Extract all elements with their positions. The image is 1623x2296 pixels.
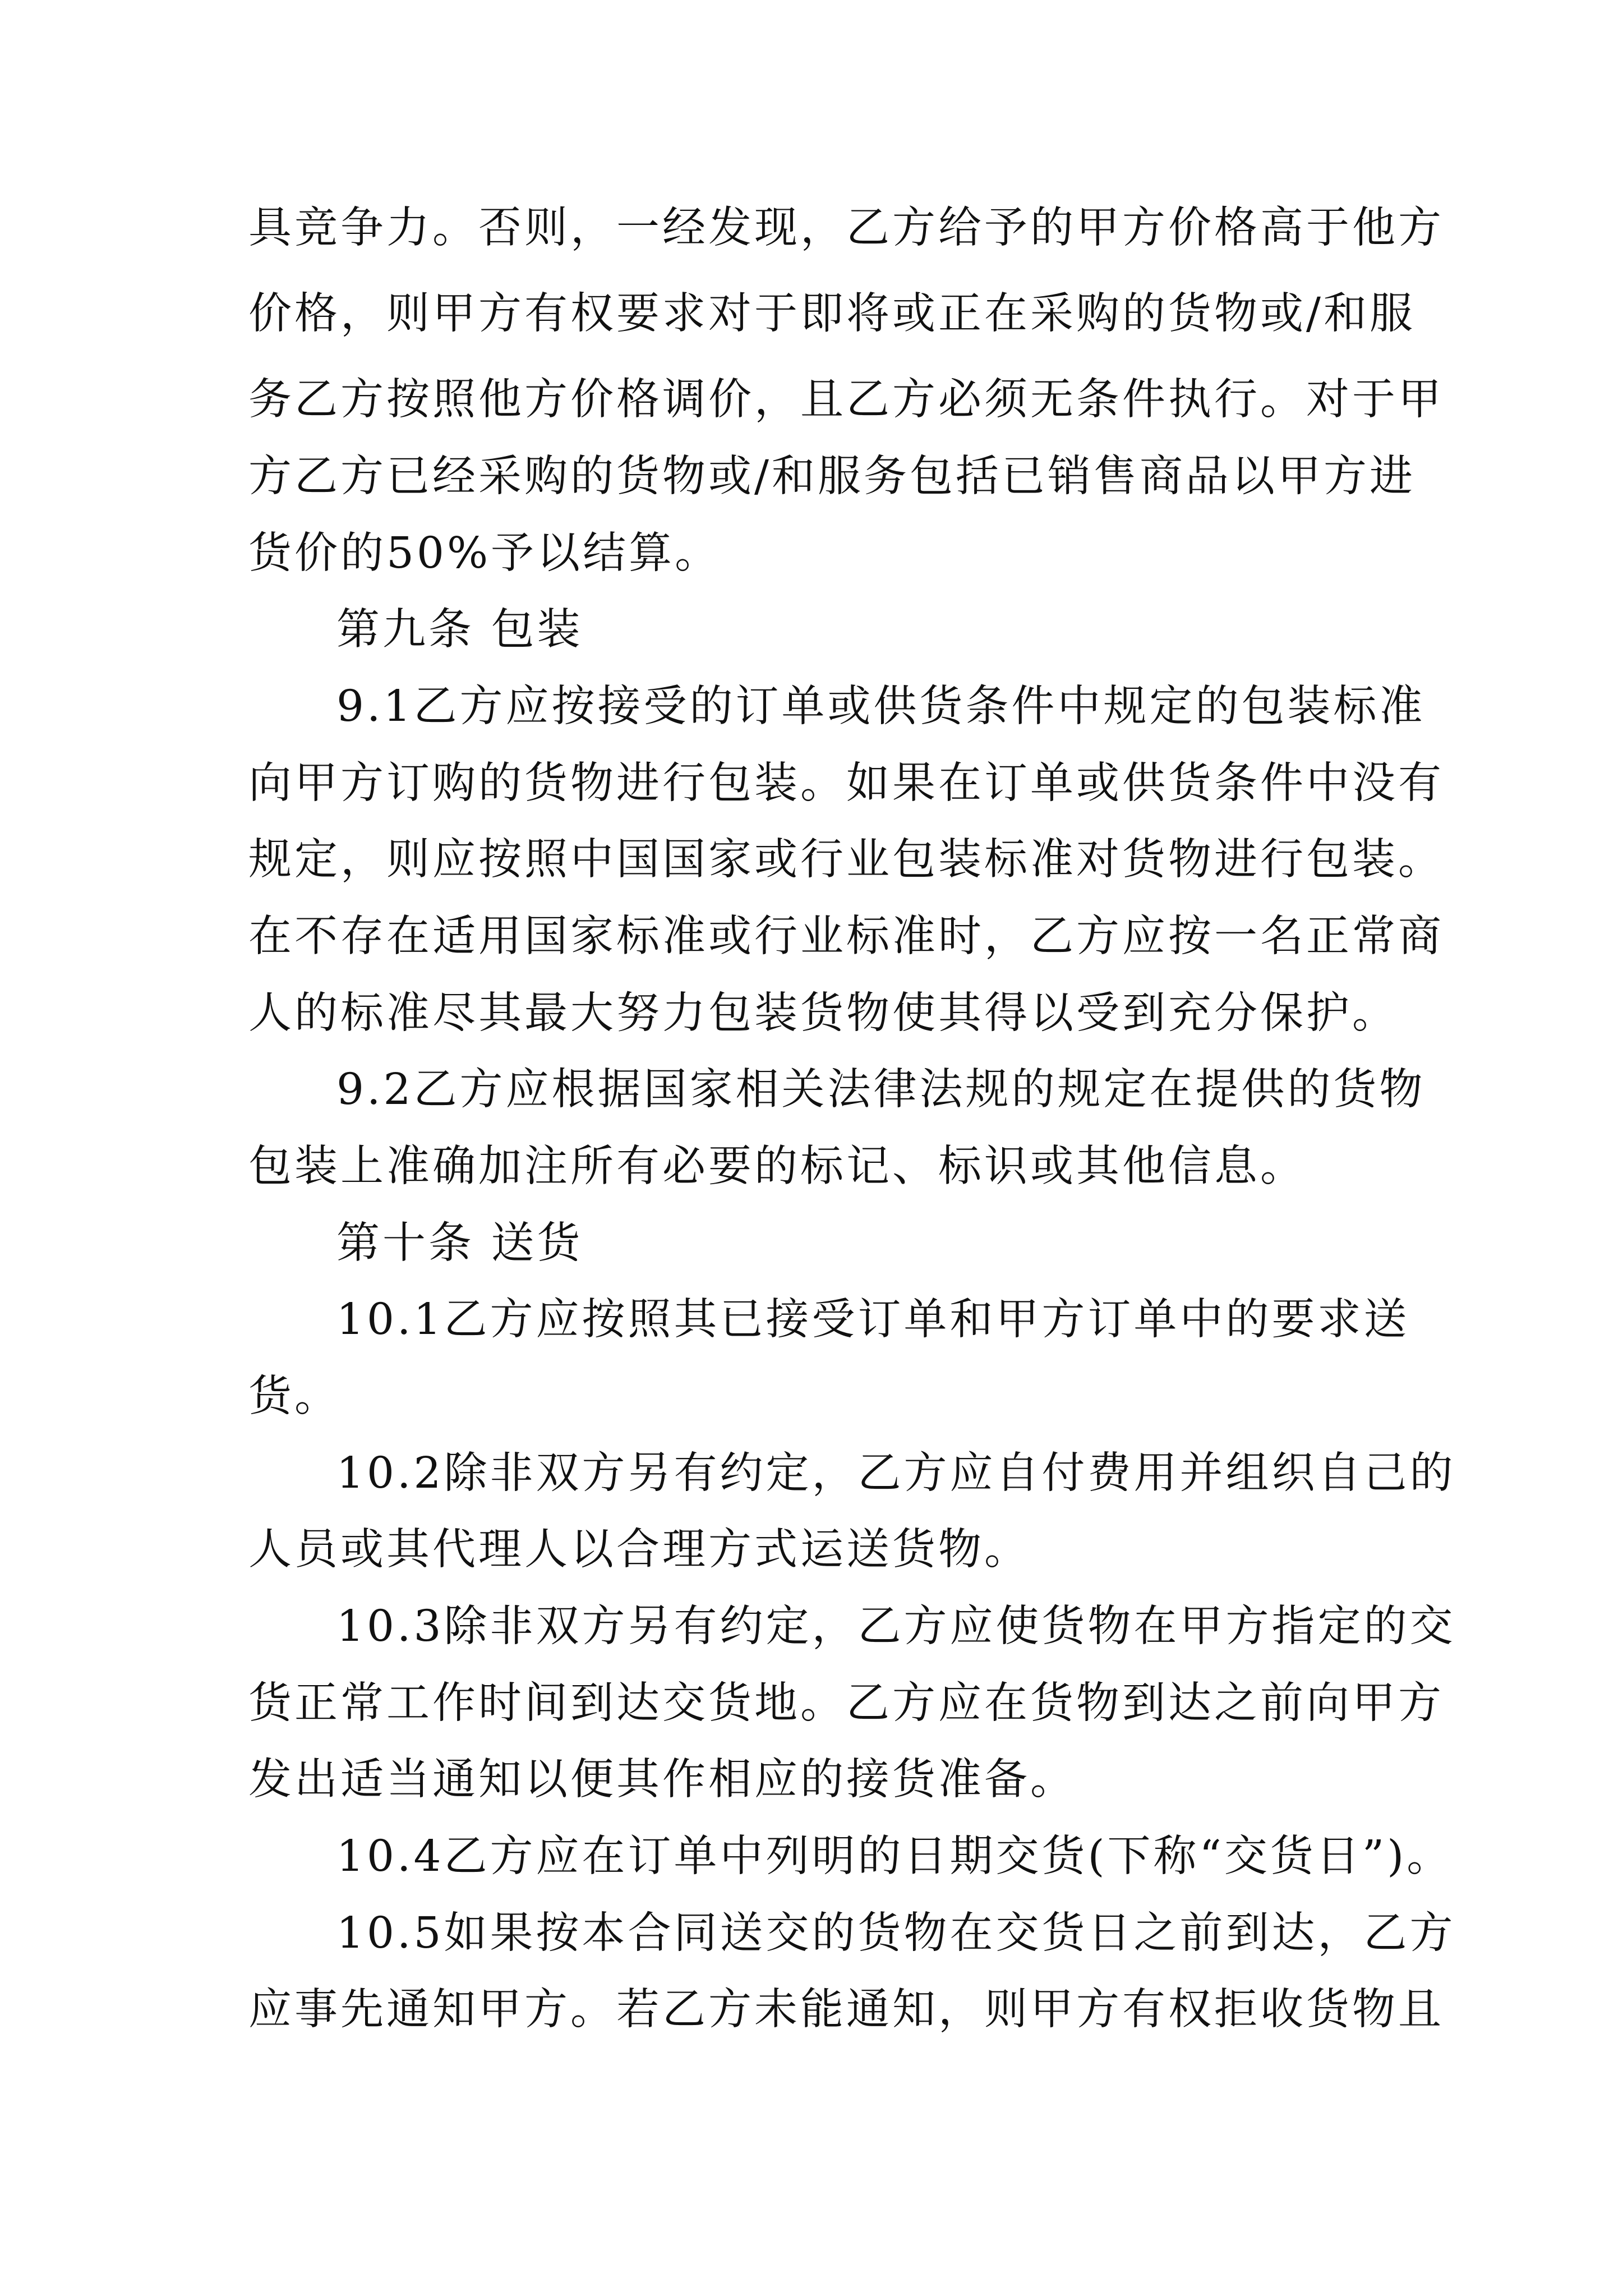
text-line-19: 10.3除非双方另有约定，乙方应使货物在甲方指定的交 xyxy=(336,1602,1456,1651)
text-line-18: 人员或其代理人以合理方式运送货物。 xyxy=(248,1525,1030,1575)
text-line-10: 在不存在适用国家标准或行业标准时，乙方应按一名正常商 xyxy=(248,912,1444,961)
text-line-12: 9.2乙方应根据国家相关法律法规的规定在提供的货物 xyxy=(336,1065,1426,1115)
text-line-13: 包装上准确加注所有必要的标记、标识或其他信息。 xyxy=(248,1142,1306,1191)
text-line-16: 货。 xyxy=(248,1372,340,1421)
text-line-21: 发出适当通知以便其作相应的接货准备。 xyxy=(248,1755,1076,1805)
text-line-17: 10.2除非双方另有约定，乙方应自付费用并组织自己的 xyxy=(336,1448,1456,1498)
text-line-3: 务乙方按照他方价格调价，且乙方必须无条件执行。对于甲 xyxy=(248,375,1444,425)
text-line-23: 10.5如果按本合同送交的货物在交货日之前到达，乙方 xyxy=(336,1908,1456,1958)
text-line-2: 价格，则甲方有权要求对于即将或正在采购的货物或/和服 xyxy=(248,289,1415,339)
text-line-1: 具竞争力。否则，一经发现，乙方给予的甲方价格高于他方 xyxy=(248,203,1444,253)
text-line-20: 货正常工作时间到达交货地。乙方应在货物到达之前向甲方 xyxy=(248,1678,1444,1728)
article-ten-heading: 第十条 送货 xyxy=(336,1218,583,1268)
article-nine-heading: 第九条 包装 xyxy=(336,605,583,655)
text-line-5: 货价的50%予以结算。 xyxy=(248,528,721,578)
text-line-4: 方乙方已经采购的货物或/和服务包括已销售商品以甲方进 xyxy=(248,452,1415,501)
text-line-7: 9.1乙方应按接受的订单或供货条件中规定的包装标准 xyxy=(336,682,1426,731)
text-line-8: 向甲方订购的货物进行包装。如果在订单或供货条件中没有 xyxy=(248,758,1444,808)
text-line-24: 应事先通知甲方。若乙方未能通知，则甲方有权拒收货物且 xyxy=(248,1985,1444,2035)
text-line-9: 规定，则应按照中国国家或行业包装标准对货物进行包装。 xyxy=(248,835,1444,885)
text-line-22: 10.4乙方应在订单中列明的日期交货(下称“交货日”)。 xyxy=(336,1832,1453,1881)
text-line-15: 10.1乙方应按照其已接受订单和甲方订单中的要求送 xyxy=(336,1295,1410,1345)
text-line-11: 人的标准尽其最大努力包装货物使其得以受到充分保护。 xyxy=(248,988,1398,1038)
